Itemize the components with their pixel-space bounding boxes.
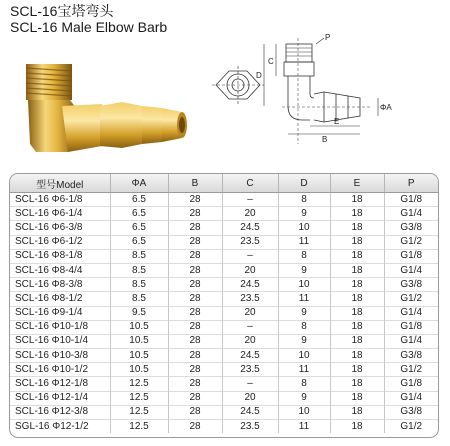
table-cell: 18 <box>330 221 384 235</box>
table-cell: 20 <box>222 207 278 221</box>
table-cell: 18 <box>330 235 384 249</box>
spec-table <box>9 173 439 438</box>
table-cell: G1/4 <box>384 263 438 277</box>
table-cell: – <box>222 249 278 263</box>
table-cell: 10 <box>278 221 330 235</box>
table-cell: SCL-16 Φ10-3/8 <box>10 349 110 363</box>
table-row <box>10 363 438 377</box>
header-model: 型号Model <box>10 174 110 193</box>
table-cell: 10.5 <box>110 320 168 334</box>
table-cell: 9 <box>278 334 330 348</box>
table-cell: 18 <box>330 349 384 363</box>
table-cell: 28 <box>168 193 222 207</box>
table-row <box>10 235 438 249</box>
table-cell: G1/4 <box>384 334 438 348</box>
thread-section <box>26 64 72 100</box>
table-cell: 10.5 <box>110 349 168 363</box>
table-cell: 18 <box>330 363 384 377</box>
table-cell: 9 <box>278 263 330 277</box>
table-row <box>10 263 438 277</box>
table-cell: 8.5 <box>110 292 168 306</box>
table-cell: G1/8 <box>384 320 438 334</box>
table-cell: 28 <box>168 292 222 306</box>
table-cell: 18 <box>330 391 384 405</box>
table-cell: 8 <box>278 249 330 263</box>
table-row <box>10 278 438 292</box>
table-row <box>10 221 438 235</box>
table-cell: G3/8 <box>384 405 438 419</box>
table-cell: 23.5 <box>222 420 278 434</box>
table-cell: G1/4 <box>384 207 438 221</box>
table-cell: 11 <box>278 420 330 434</box>
table-header-row <box>10 174 438 193</box>
table-cell: 20 <box>222 334 278 348</box>
table-cell: SCL-16 Φ12-1/4 <box>10 391 110 405</box>
table-cell: 11 <box>278 292 330 306</box>
table-row <box>10 391 438 405</box>
table-cell: 10 <box>278 405 330 419</box>
table-cell: 11 <box>278 363 330 377</box>
table-body <box>10 193 438 434</box>
table-cell: SCL-16 Φ8-3/8 <box>10 278 110 292</box>
table-cell: 28 <box>168 377 222 391</box>
table-cell: G3/8 <box>384 278 438 292</box>
table-cell: 24.5 <box>222 349 278 363</box>
header-e: E <box>330 174 384 193</box>
table-cell: G1/2 <box>384 363 438 377</box>
table-cell: G1/2 <box>384 292 438 306</box>
header-b: B <box>168 174 222 193</box>
table-cell: SCL-16 Φ6-3/8 <box>10 221 110 235</box>
label-e: E <box>334 117 340 126</box>
header-p: P <box>384 174 438 193</box>
table-row <box>10 207 438 221</box>
header-a: ΦA <box>110 174 168 193</box>
label-b: B <box>322 135 328 144</box>
table-cell: 6.5 <box>110 193 168 207</box>
table-cell: 18 <box>330 306 384 320</box>
title-english: SCL-16 Male Elbow Barb <box>10 19 168 35</box>
table-cell: – <box>222 377 278 391</box>
table-cell: G3/8 <box>384 349 438 363</box>
table-row <box>10 349 438 363</box>
table-cell: SCL-16 Φ12-3/8 <box>10 405 110 419</box>
table-cell: SCL-16 Φ8-1/2 <box>10 292 110 306</box>
side-view <box>282 38 372 144</box>
table-cell: 24.5 <box>222 221 278 235</box>
table-cell: SCL-16 Φ6-1/8 <box>15 193 83 205</box>
table-cell: 9 <box>278 391 330 405</box>
table-cell: 6.5 <box>110 207 168 221</box>
table-row <box>10 193 438 207</box>
table-cell: G1/8 <box>384 377 438 391</box>
table-cell: 28 <box>168 249 222 263</box>
table-cell: 18 <box>330 207 384 221</box>
table-cell: 23.5 <box>222 363 278 377</box>
label-d: D <box>256 71 262 80</box>
table-cell: 10.5 <box>110 334 168 348</box>
table-cell: SCL-16 Φ6-1/4 <box>10 207 110 221</box>
table-cell: 8 <box>278 193 330 207</box>
table-row <box>10 249 438 263</box>
table-cell: 10 <box>278 278 330 292</box>
table-cell: SCL-16 Φ6-1/2 <box>10 235 110 249</box>
table-cell: 18 <box>330 405 384 419</box>
table-cell: 20 <box>222 306 278 320</box>
table-cell: 28 <box>168 405 222 419</box>
table-cell: SCL-16 Φ10-1/4 <box>10 334 110 348</box>
table-cell: 28 <box>168 349 222 363</box>
table-cell: 28 <box>168 235 222 249</box>
table-cell: SCL-16 Φ12-1/8 <box>10 377 110 391</box>
table-cell: 8.5 <box>110 278 168 292</box>
table-cell: 12.5 <box>110 391 168 405</box>
table-cell: 8.5 <box>110 249 168 263</box>
table-row <box>10 377 438 391</box>
table-cell: 28 <box>168 207 222 221</box>
table-row <box>10 320 438 334</box>
table-cell: SGL-16 Φ12-1/2 <box>10 420 110 434</box>
table-cell: G3/8 <box>384 221 438 235</box>
table-cell: 28 <box>168 263 222 277</box>
table-cell: 12.5 <box>110 405 168 419</box>
table-cell: 28 <box>168 391 222 405</box>
table-cell: G1/4 <box>384 391 438 405</box>
table-row <box>10 334 438 348</box>
technical-drawing <box>206 34 396 146</box>
table-cell: SCL-16 Φ8-4/4 <box>10 263 110 277</box>
table-cell: 8 <box>278 320 330 334</box>
table-cell: 18 <box>330 420 384 434</box>
table-cell: 28 <box>168 221 222 235</box>
table-cell: 24.5 <box>222 405 278 419</box>
table-cell: G1/2 <box>384 420 438 434</box>
table-cell: G1/4 <box>384 306 438 320</box>
table-cell: 28 <box>168 306 222 320</box>
table-cell: SCL-16 Φ10-1/2 <box>10 363 110 377</box>
dimension-lines <box>264 38 378 134</box>
title-chinese: SCL-16宝塔弯头 <box>10 3 114 19</box>
table-cell: SCL-16 Φ8-1/8 <box>10 249 110 263</box>
elbow-body <box>62 104 102 152</box>
table-row <box>10 292 438 306</box>
table-cell: – <box>222 193 278 207</box>
table-cell: SCL-16 Φ10-1/8 <box>10 320 110 334</box>
table-cell: G1/8 <box>384 249 438 263</box>
table-cell: 10 <box>278 349 330 363</box>
table-cell: 23.5 <box>222 292 278 306</box>
table-cell: 20 <box>222 263 278 277</box>
table-cell: 8 <box>278 377 330 391</box>
label-p: P <box>325 34 331 42</box>
table-cell: 28 <box>168 420 222 434</box>
table-cell: 9 <box>278 306 330 320</box>
barb-section <box>100 102 187 148</box>
table-cell: 10.5 <box>110 363 168 377</box>
table-cell: 28 <box>168 278 222 292</box>
table-cell: 18 <box>330 278 384 292</box>
table-cell: G1/8 <box>384 193 438 207</box>
table-row <box>10 405 438 419</box>
table-cell: 6.5 <box>110 221 168 235</box>
table-cell: 28 <box>168 363 222 377</box>
table-cell: 12.5 <box>110 377 168 391</box>
table-cell: 6.5 <box>110 235 168 249</box>
table-cell: 28 <box>168 320 222 334</box>
table-cell: 12.5 <box>110 420 168 434</box>
table-cell: 23.5 <box>222 235 278 249</box>
table-cell: – <box>222 320 278 334</box>
table-cell: 18 <box>330 249 384 263</box>
table-cell: 24.5 <box>222 278 278 292</box>
table-row <box>10 420 438 434</box>
table-cell: 9.5 <box>110 306 168 320</box>
table-cell: 18 <box>330 334 384 348</box>
label-c: C <box>268 57 274 66</box>
header-d: D <box>278 174 330 193</box>
table-cell: 18 <box>330 292 384 306</box>
table-cell: 18 <box>330 193 384 207</box>
table-cell: 20 <box>222 391 278 405</box>
table-cell: 28 <box>168 334 222 348</box>
table-cell: 8.5 <box>110 263 168 277</box>
table-cell: 9 <box>278 207 330 221</box>
label-a: ΦA <box>380 103 392 112</box>
table-cell: 18 <box>330 320 384 334</box>
table-row <box>10 306 438 320</box>
header-c: C <box>222 174 278 193</box>
table-cell: G1/2 <box>384 235 438 249</box>
product-photo <box>22 62 190 162</box>
table-cell: 18 <box>330 263 384 277</box>
table-cell: SCL-16 Φ9-1/4 <box>10 306 110 320</box>
table-cell: 11 <box>278 235 330 249</box>
table-cell: 18 <box>330 377 384 391</box>
